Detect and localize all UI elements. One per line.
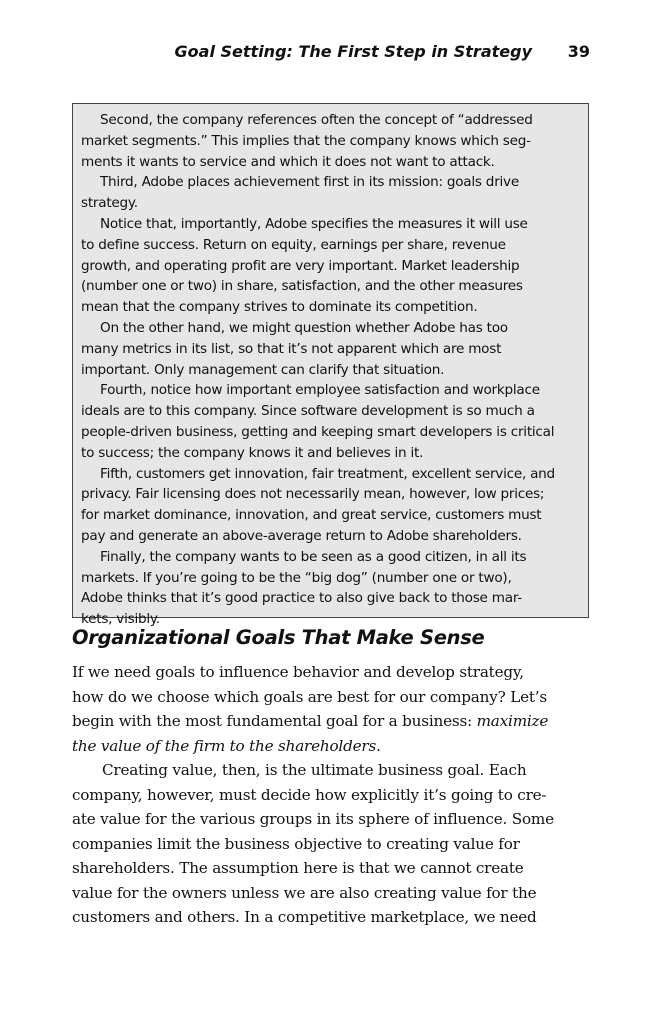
box-line: Fifth, customers get innovation, fair treatment, excellent service, and	[100, 465, 555, 482]
page-number: 39	[567, 42, 590, 61]
body-line	[72, 734, 592, 759]
box-line: kets, visibly.	[81, 611, 160, 628]
box-line: (number one or two) in share, satisfaction, and the other measures	[81, 278, 523, 295]
box-line: strategy.	[81, 195, 138, 212]
box-line: growth, and operating profit are very important. Market leadership	[81, 257, 520, 274]
box-line: Third, Adobe places achievement first in its mission: goals drive	[100, 174, 519, 191]
box-line: people-driven business, getting and keeping smart developers is critical	[81, 423, 555, 440]
box-line: markets. If you’re going to be the “big dog” (number one or two),	[81, 569, 512, 586]
body-line: customers and others. In a competitive marketplace, we need	[72, 908, 537, 926]
body-line: shareholders. The assumption here is that we cannot create	[72, 859, 524, 877]
box-line: for market dominance, innovation, and great service, customers must	[81, 507, 542, 524]
body-line: ate value for the various groups in its sphere of influence. Some	[72, 810, 554, 828]
body-text-span: .	[376, 736, 381, 755]
box-line: many metrics in its list, so that it’s not apparent which are most	[81, 340, 502, 357]
box-line: ments it wants to service and which it does not want to attack.	[81, 153, 495, 170]
box-line: important. Only management can clarify that situation.	[81, 361, 445, 378]
running-header	[0, 42, 662, 66]
box-line: Fourth, notice how important employee satisfaction and workplace	[100, 382, 540, 399]
box-line: to define success. Return on equity, earnings per share, revenue	[81, 236, 506, 253]
box-line: On the other hand, we might question whether Adobe has too	[100, 319, 508, 336]
body-line: how do we choose which goals are best for our company? Let’s	[72, 687, 547, 706]
body-line	[72, 709, 592, 734]
section-heading: Organizational Goals That Make Sense	[72, 626, 485, 649]
body-text	[72, 660, 592, 930]
emphasis-text: maximize	[476, 712, 549, 730]
box-line: ideals are to this company. Since software development is so much a	[81, 403, 535, 420]
body-line: Creating value, then, is the ultimate business goal. Each	[102, 761, 527, 779]
body-line: value for the owners unless we are also creating value for the	[72, 883, 537, 902]
emphasis-text: the value of the firm to the shareholders	[72, 736, 377, 755]
box-line: market segments.” This implies that the company knows which seg-	[81, 132, 531, 149]
box-line: to success; the company knows it and believes in it.	[81, 444, 424, 461]
box-line: Notice that, importantly, Adobe specifies the measures it will use	[100, 215, 528, 232]
box-line: Second, the company references often the concept of “addressed	[100, 112, 533, 128]
box-line: privacy. Fair licensing does not necessarily mean, however, low prices;	[81, 486, 545, 503]
body-line: If we need goals to influence behavior and develop strategy,	[72, 663, 524, 681]
box-line: pay and generate an above-average return to Adobe shareholders.	[81, 527, 522, 544]
box-line: mean that the company strives to dominate its competition.	[81, 299, 478, 316]
running-title: Goal Setting: The First Step in Strategy	[174, 42, 532, 61]
box-line: Finally, the company wants to be seen as a good citizen, in all its	[100, 548, 527, 565]
body-line: companies limit the business objective to creating value for	[72, 834, 520, 853]
sidebar-box	[72, 103, 589, 628]
body-line: company, however, must decide how explicitly it’s going to cre-	[72, 785, 547, 804]
body-text-span: begin with the most fundamental goal for a business:	[72, 712, 477, 730]
box-line: Adobe thinks that it’s good practice to also give back to those mar-	[81, 590, 522, 607]
